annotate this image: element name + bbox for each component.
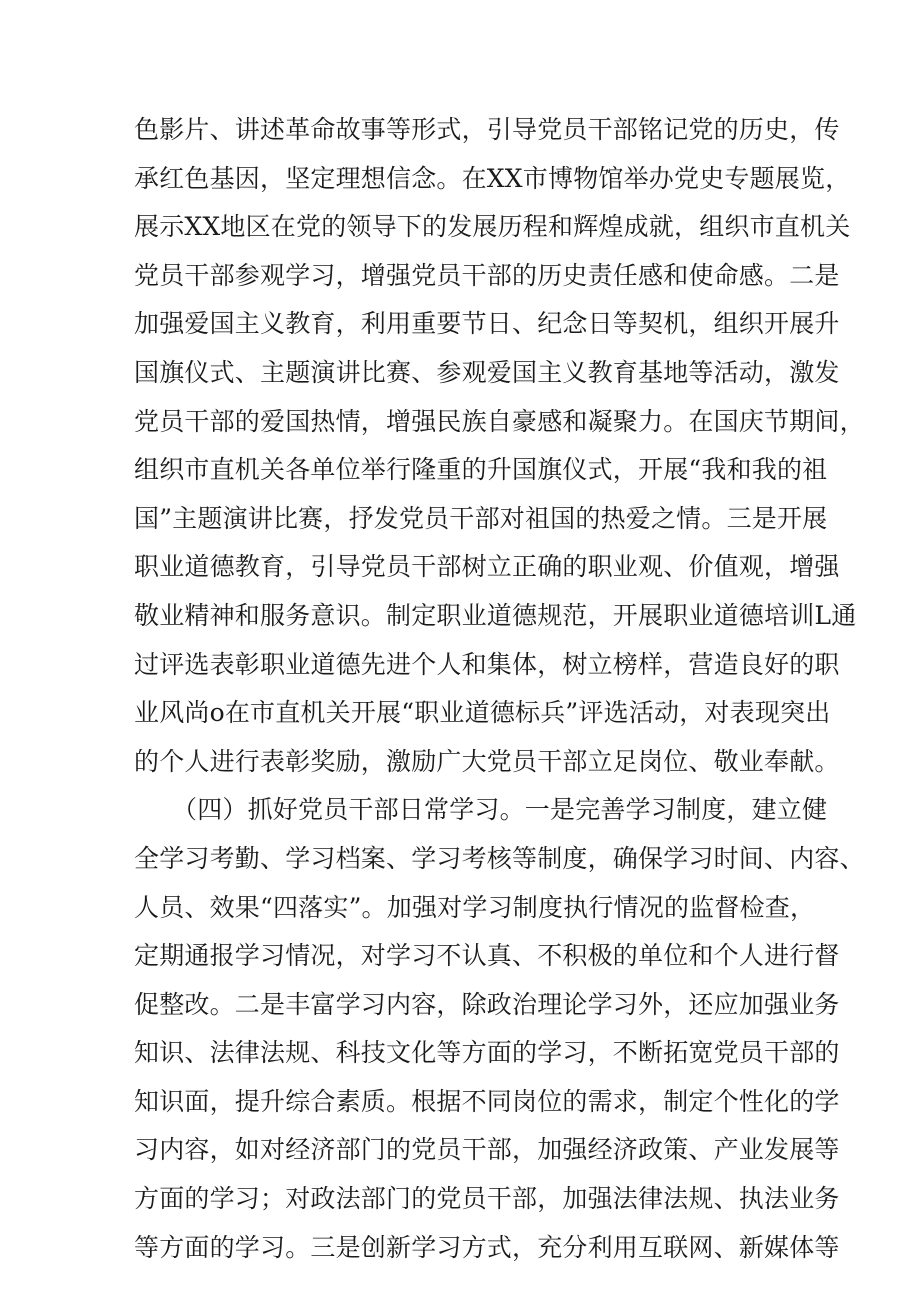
text-line-2: 承红色基因，坚定理想信念。在XX市博物馆举办党史专题展览， bbox=[134, 163, 851, 193]
text-line-13: 业风尚o在市直机关开展“职业道德标兵”评选活动，对表现突出 bbox=[134, 698, 831, 728]
text-line-22: 习内容，如对经济部门的党员干部，加强经济政策、产业发展等 bbox=[134, 1135, 840, 1165]
body-text bbox=[134, 106, 865, 1272]
text-line-4: 党员干部参观学习，增强党员干部的历史责任感和使命感。二是 bbox=[134, 260, 840, 290]
text-line-11: 敬业精神和服务意识。制定职业道德规范，开展职业道德培训L通 bbox=[134, 600, 857, 630]
text-line-23: 方面的学习；对政法部门的党员干部，加强法律法规、执法业务 bbox=[134, 1184, 840, 1214]
text-line-9: 国”主题演讲比赛，抒发党员干部对祖国的热爱之情。三是开展 bbox=[134, 503, 828, 533]
text-line-19: 促整改。二是丰富学习内容，除政治理论学习外，还应加强业务 bbox=[134, 989, 840, 1019]
text-line-8: 组织市直机关各单位举行隆重的升国旗仪式，开展“我和我的祖 bbox=[134, 455, 828, 485]
text-line-10: 职业道德教育，引导党员干部树立正确的职业观、价值观，增强 bbox=[134, 552, 840, 582]
text-line-7: 党员干部的爱国热情，增强民族自豪感和凝聚力。在国庆节期间， bbox=[134, 406, 865, 436]
section-heading-line: （四）抓好党员干部日常学习。一是完善学习制度，建立健 bbox=[172, 795, 828, 825]
text-line-20: 知识、法律法规、科技文化等方面的学习，不断拓宽党员干部的 bbox=[134, 1038, 840, 1068]
text-line-1: 色影片、讲述革命故事等形式，引导党员干部铭记党的历史，传 bbox=[134, 115, 840, 144]
text-line-5: 加强爱国主义教育，利用重要节日、纪念日等契机，组织开展升 bbox=[134, 309, 840, 339]
text-line-3: 展示XX地区在党的领导下的发展历程和辉煌成就，组织市直机关 bbox=[134, 212, 851, 242]
text-line-16: 全学习考勤、学习档案、学习考核等制度，确保学习时间、内容、 bbox=[134, 843, 865, 873]
text-line-18: 定期通报学习情况，对学习不认真、不积极的单位和个人进行督 bbox=[134, 941, 840, 971]
text-line-6: 国旗仪式、主题演讲比赛、参观爱国主义教育基地等活动，激发 bbox=[134, 357, 840, 387]
text-line-21: 知识面，提升综合素质。根据不同岗位的需求，制定个性化的学 bbox=[134, 1086, 840, 1116]
text-line-14: 的个人进行表彰奖励，激励广大党员干部立足岗位、敬业奉献。 bbox=[134, 746, 840, 776]
text-line-17: 人员、效果“四落实”。加强对学习制度执行情况的监督检查， bbox=[134, 892, 816, 922]
text-line-24: 等方面的学习。三是创新学习方式，充分利用互联网、新媒体等 bbox=[134, 1232, 840, 1262]
text-line-12: 过评选表彰职业道德先进个人和集体，树立榜样，营造良好的职 bbox=[134, 649, 840, 679]
